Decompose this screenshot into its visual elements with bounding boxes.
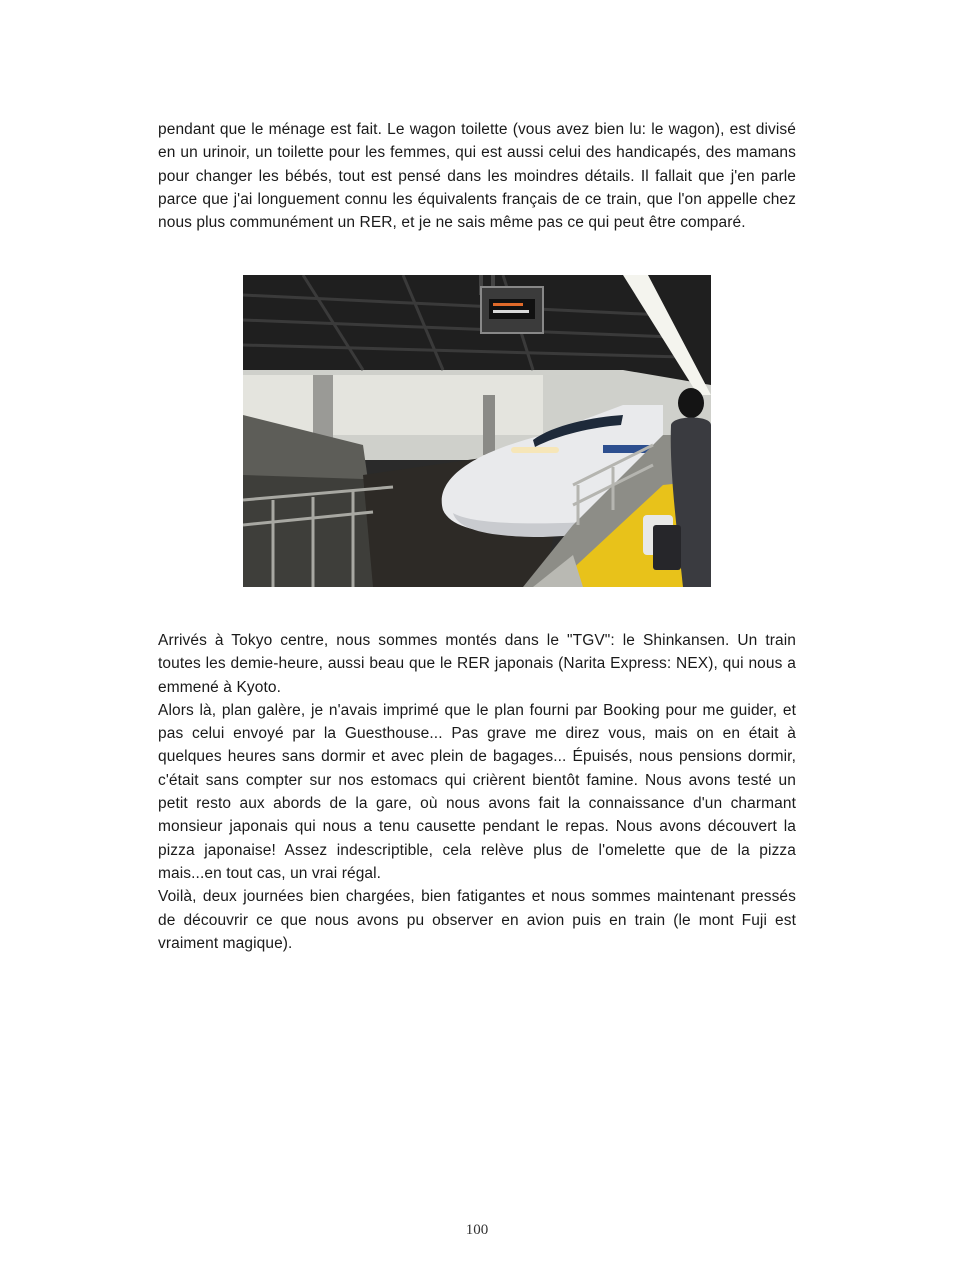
paragraph: pendant que le ménage est fait. Le wagon toilette (vous avez bien lu: le wagon), est divisé en un urinoir, un toilette pour les femmes, qui est aussi celui des handicapés, des mamans pour changer les bébés, tout est pensé dans les moindres détails. Il fallait que j'en parle parce que j'ai longuement connu les équivalents français de ce train, que l'on appelle chez nous plus communément un RER, et je ne sais même pas ce qui peut être comparé. bbox=[158, 121, 796, 232]
text-block-top bbox=[158, 118, 796, 234]
paragraph: Voilà, deux journées bien chargées, bien fatigantes et nous sommes maintenant pressés de découvrir ce que nous avons pu observer en avion puis en train (le mont Fuji est vraiment magique). bbox=[158, 888, 796, 952]
text-block-bottom bbox=[158, 629, 796, 955]
paragraph: Arrivés à Tokyo centre, nous sommes montés dans le "TGV": le Shinkansen. Un train toutes les demie-heure, aussi beau que le RER japonais (Narita Express: NEX), qui nous a emmené à Kyoto. bbox=[158, 632, 796, 696]
paragraph: Alors là, plan galère, je n'avais imprimé que le plan fourni par Booking pour me guider, et pas celui envoyé par la Guesthouse... Pas grave me direz vous, mais on en était à quelques heures sans dormir et avec plein de bagages... Épuisés, nous pensions dormir, c'était sans compter sur nos estomacs qui crièrent bientôt famine. Nous avons testé un petit resto aux abords de la gare, où nous avons fait la connaissance d'un charmant monsieur japonais qui nous a tenu causette pendant le repas. Nous avons découvert la pizza japonaise! Assez indescriptible, cela relève plus de l'omelette que de la pizza mais...en tout cas, un vrai régal. bbox=[158, 701, 796, 882]
shinkansen-photo bbox=[243, 275, 711, 587]
page-number: 100 bbox=[465, 1222, 489, 1238]
